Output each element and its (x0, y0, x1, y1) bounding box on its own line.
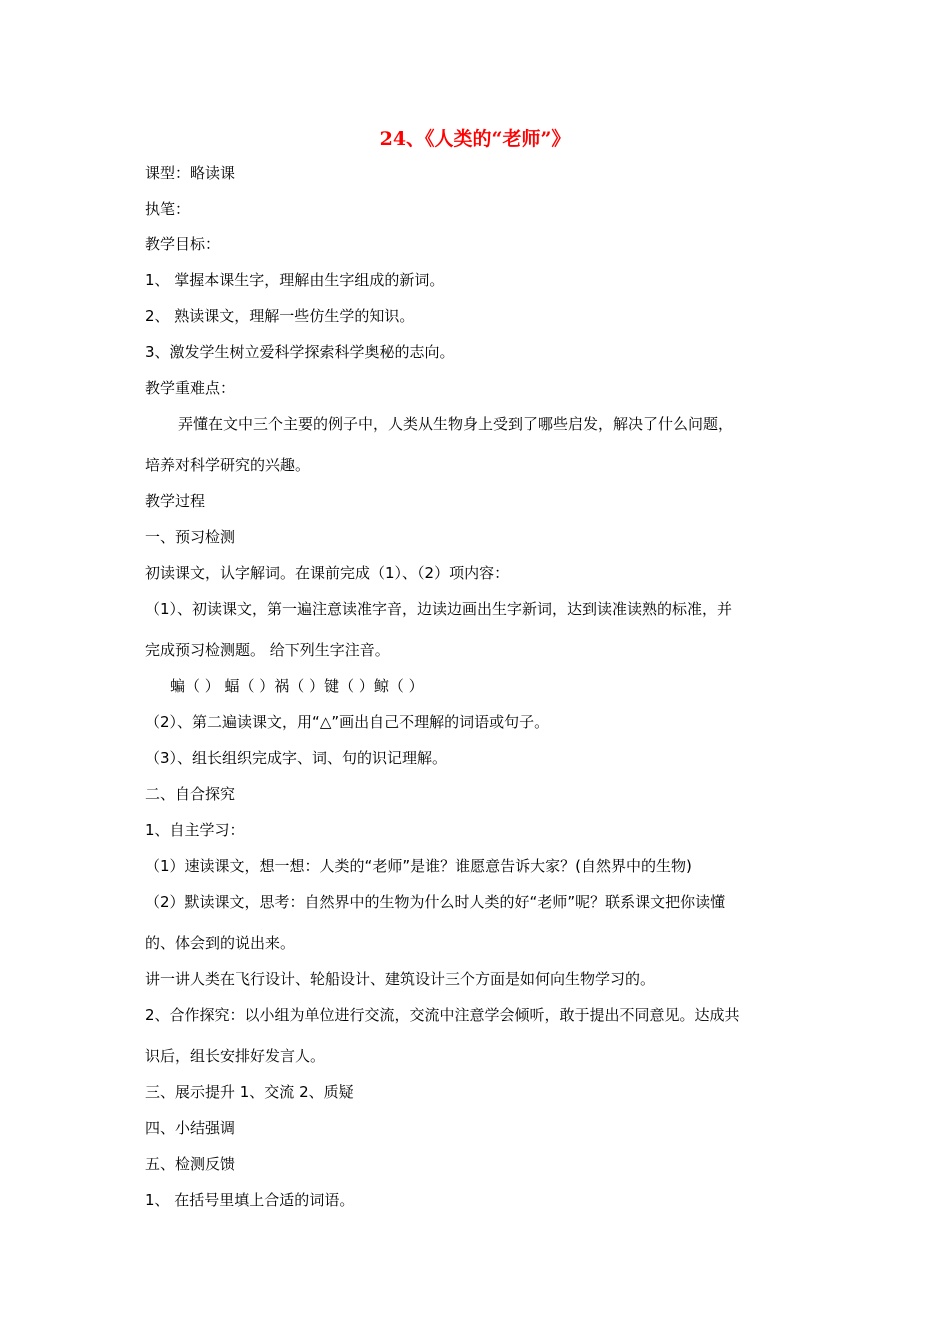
pinyin-exercise-line: 蝙（ ） 蝠（ ）祸（ ）键（ ）鲸（ ） (170, 677, 424, 695)
key-points-paragraph-line-1: 弄懂在文中三个主要的例子中，人类从生物身上受到了哪些启发，解决了什么问题， (178, 415, 734, 433)
step-heading-showcase: 三、展示提升 1、交流 2、质疑 (145, 1083, 354, 1101)
paragraph-line: 初读课文，认字解词。在课前完成（1）、（2）项内容： (145, 564, 510, 582)
paragraph-line: 1、自主学习： (145, 821, 245, 839)
author-line: 执笔： (145, 200, 191, 218)
paragraph-line: （1）、初读课文，第一遍注意读准字音，边读边画出生字新词，达到读准读熟的标准，并 (145, 600, 733, 618)
paragraph-line: 1、 在括号里填上合适的词语。 (145, 1191, 355, 1209)
paragraph-line: 2、合作探究：以小组为单位进行交流，交流中注意学会倾听，敢于提出不同意见。达成共 (145, 1006, 740, 1024)
paragraph-line: （2）默读课文，思考：自然界中的生物为什么时人类的好“老师”呢？联系课文把你读懂 (145, 893, 726, 911)
paragraph-line: （1）速读课文，想一想：人类的“老师”是谁？谁愿意告诉大家？(自然界中的生物) (145, 857, 692, 875)
step-heading-explore: 二、自合探究 (145, 785, 236, 803)
step-heading-preview: 一、预习检测 (145, 528, 236, 546)
step-heading-summary: 四、小结强调 (145, 1119, 236, 1137)
section-heading-objectives: 教学目标： (145, 235, 221, 253)
objective-item-1: 1、 掌握本课生字，理解由生字组成的新词。 (145, 271, 445, 289)
paragraph-line: 的、体会到的说出来。 (145, 934, 296, 952)
paragraph-line: （3）、组长组织完成字、词、句的识记理解。 (145, 749, 448, 767)
paragraph-line: 识后，组长安排好发言人。 (145, 1047, 326, 1065)
objective-item-3: 3、激发学生树立爱科学探索科学奥秘的志向。 (145, 343, 455, 361)
document-title: 24、《人类的“老师”》 (379, 128, 571, 150)
paragraph-line: 讲一讲人类在飞行设计、轮船设计、建筑设计三个方面是如何向生物学习的。 (145, 970, 656, 988)
section-heading-process: 教学过程 (145, 492, 206, 510)
lesson-type: 课型：略读课 (145, 164, 236, 182)
section-heading-key-points: 教学重难点： (145, 379, 236, 397)
paragraph-line: 完成预习检测题。 给下列生字注音。 (145, 641, 390, 659)
key-points-paragraph-line-2: 培养对科学研究的兴趣。 (145, 456, 311, 474)
step-heading-feedback: 五、检测反馈 (145, 1155, 236, 1173)
paragraph-line: （2）、第二遍读课文，用“△”画出自己不理解的词语或句子。 (145, 713, 550, 731)
objective-item-2: 2、 熟读课文，理解一些仿生学的知识。 (145, 307, 415, 325)
